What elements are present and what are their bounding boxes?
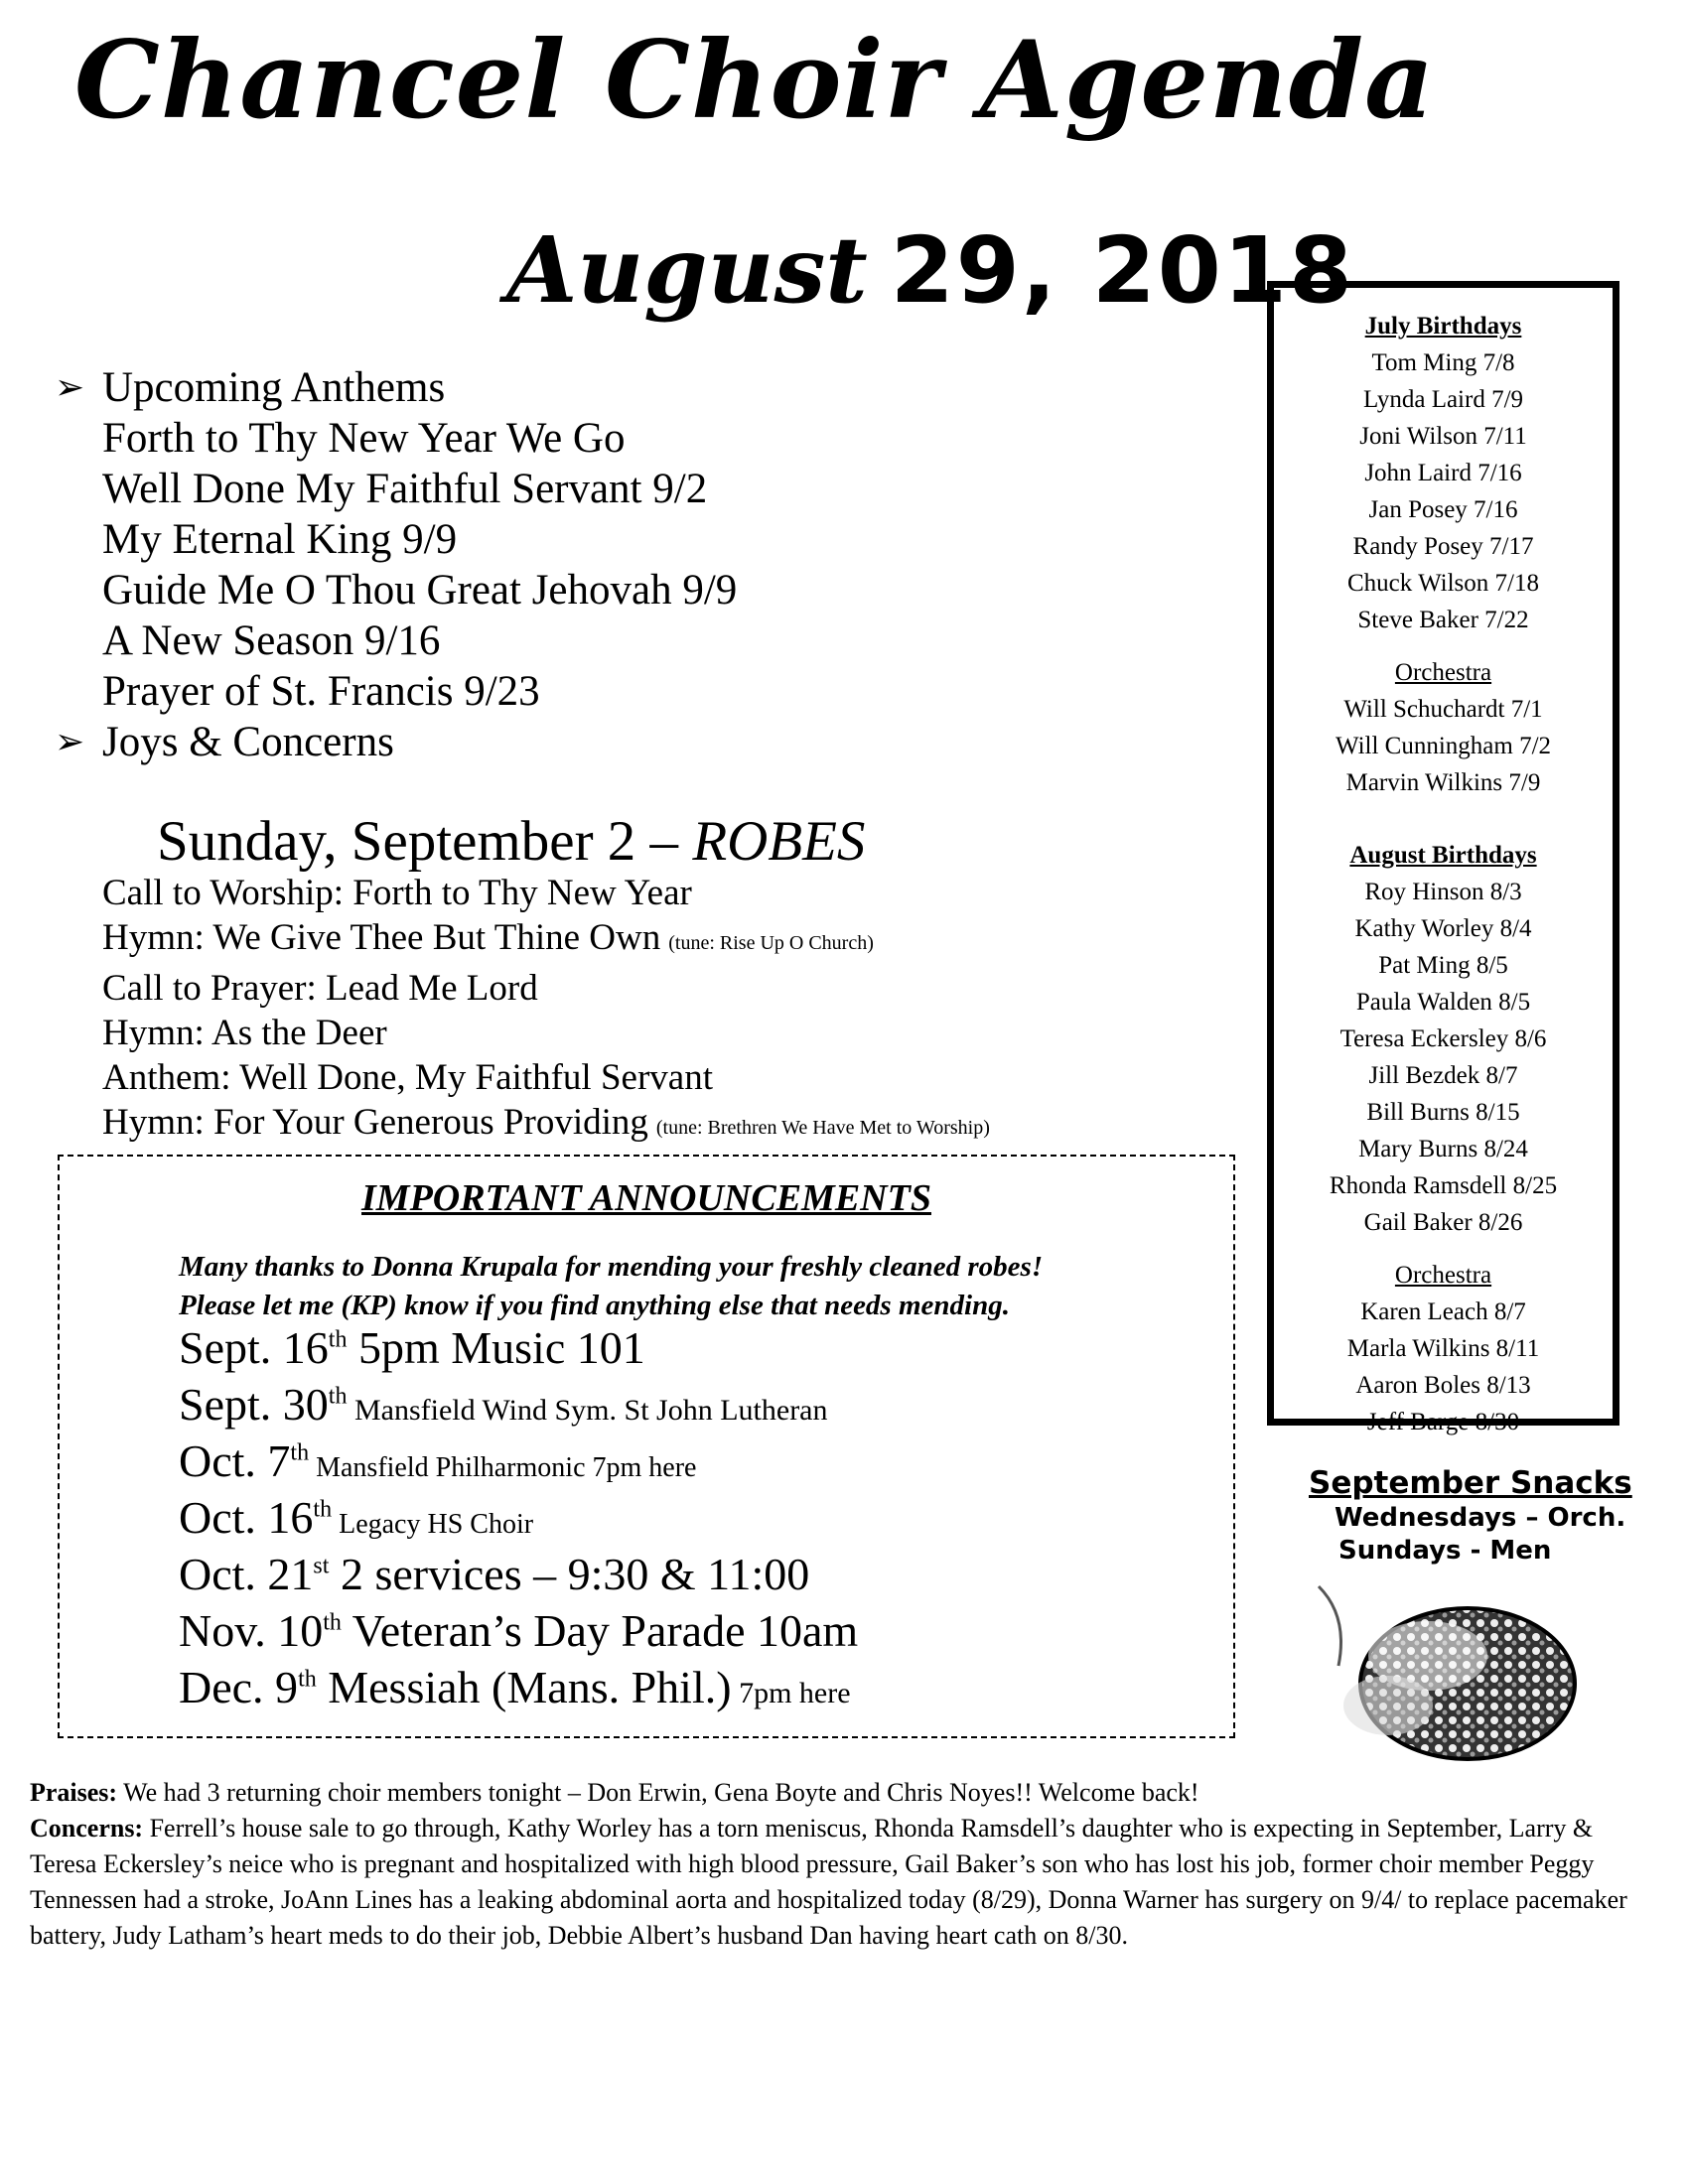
- snacks-section: [1309, 1465, 1632, 1566]
- birthday-entry: Lynda Laird 7/9: [1362, 386, 1524, 413]
- arrow-bullet-icon: ➢: [55, 722, 85, 762]
- anthem-item: Forth to Thy New Year We Go: [102, 415, 626, 462]
- event-detail: Messiah (Mans. Phil.): [316, 1662, 732, 1712]
- thanks-line: Please let me (KP) know if you find anything else that needs mending.: [179, 1290, 1010, 1321]
- sunday-heading-text: Sunday, September 2 –: [157, 810, 679, 873]
- snack-bowl-image: [1309, 1576, 1587, 1765]
- concerns-text: Ferrell’s house sale to go through, Kathy Worley has a torn meniscus, Rhonda Ramsdell’s daughter who is expecting in September, Larry & Teresa Eckersley’s neice who is pregnant and hospitalized with high blood pressure, Gail Baker’s son who has lost his job, former choir member Peggy Tennessen had a stroke, JoAnn Lines has a leaking abdominal aorta and hospitalized today (8/29), Donna Warner has surgery on 9/4/ to replace pacemaker battery, Judy Latham’s heart meds to do their job, Debbie Albert’s husband Dan having heart cath on 8/30.: [30, 1814, 1627, 1950]
- sunday-heading: [157, 809, 865, 874]
- praises-text: We had 3 returning choir members tonight – Don Erwin, Gena Boyte and Chris Noyes!! Welcome back!: [117, 1778, 1199, 1807]
- event-item: [179, 1661, 858, 1717]
- snacks-line: Sundays - Men: [1338, 1536, 1552, 1566]
- event-item: [179, 1321, 858, 1378]
- event-date-suffix: th: [290, 1439, 310, 1466]
- august-orchestra-heading: Orchestra: [1394, 1262, 1492, 1289]
- birthdays-box: [1267, 281, 1619, 1435]
- event-detail: 5pm Music 101: [347, 1322, 645, 1373]
- spacer: [1274, 638, 1613, 654]
- event-date: Nov. 10: [179, 1605, 324, 1656]
- event-item: [179, 1604, 858, 1661]
- birthday-entry: Pat Ming 8/5: [1378, 952, 1508, 979]
- event-item: [179, 1491, 858, 1548]
- event-date-suffix: th: [313, 1496, 333, 1523]
- anthem-item: Well Done My Faithful Servant 9/2: [102, 466, 708, 512]
- event-date-suffix: th: [328, 1326, 348, 1353]
- event-item: [179, 1434, 858, 1491]
- event-date: Oct. 7: [179, 1435, 291, 1486]
- event-detail: Veteran’s Day Parade 10am: [341, 1605, 859, 1656]
- event-date: Sept. 16: [179, 1322, 329, 1373]
- snacks-heading: September Snacks: [1309, 1465, 1632, 1501]
- praises-paragraph: [30, 1775, 1638, 1811]
- announcements-thanks: [179, 1248, 1043, 1325]
- service-order: [102, 871, 990, 1151]
- anthem-item: Guide Me O Thou Great Jehovah 9/9: [102, 567, 738, 614]
- service-line-text: Hymn: As the Deer: [102, 1013, 387, 1053]
- event-detail-small: 7pm here: [731, 1677, 851, 1709]
- birthday-entry: Mary Burns 8/24: [1358, 1136, 1528, 1162]
- concerns-label: Concerns:: [30, 1814, 144, 1843]
- events-list: [179, 1321, 858, 1717]
- event-date: Oct. 21: [179, 1549, 314, 1599]
- birthday-entry: Will Schuchardt 7/1: [1343, 696, 1543, 723]
- anthem-item: Prayer of St. Francis 9/23: [102, 668, 540, 715]
- title-text: Chancel Choir Agenda: [73, 18, 1436, 143]
- birthday-entry: Teresa Eckersley 8/6: [1339, 1025, 1547, 1052]
- birthday-entry: Karen Leach 8/7: [1360, 1298, 1526, 1325]
- announcements-box: [58, 1155, 1235, 1738]
- date-day: 29, 2018: [890, 217, 1354, 324]
- event-detail-small: Mansfield Philharmonic 7pm here: [309, 1452, 697, 1483]
- birthday-entry: Aaron Boles 8/13: [1355, 1372, 1531, 1399]
- event-date-suffix: st: [313, 1553, 330, 1579]
- july-birthdays-heading: July Birthdays: [1364, 313, 1522, 340]
- august-birthdays-heading: August Birthdays: [1349, 842, 1537, 869]
- praises-concerns: [30, 1775, 1638, 1954]
- date-month: August: [506, 216, 868, 324]
- birthday-entry: Joni Wilson 7/11: [1359, 423, 1527, 450]
- july-orchestra-heading: Orchestra: [1394, 659, 1492, 686]
- anthems-heading: Upcoming Anthems: [102, 364, 446, 411]
- event-detail-small: Legacy HS Choir: [332, 1509, 534, 1540]
- agenda-date: [506, 216, 1354, 324]
- birthday-entry: Gail Baker 8/26: [1363, 1209, 1523, 1236]
- joys-heading: Joys & Concerns: [102, 719, 394, 765]
- birthday-entry: Chuck Wilson 7/18: [1347, 570, 1539, 597]
- birthday-entry: John Laird 7/16: [1364, 460, 1522, 486]
- birthday-entry: Randy Posey 7/17: [1352, 533, 1534, 560]
- concerns-paragraph: [30, 1811, 1638, 1954]
- event-item: [179, 1378, 858, 1434]
- anthems-section: [55, 362, 737, 767]
- spacer: [1274, 801, 1613, 837]
- service-line-text: Call to Worship: Forth to Thy New Year: [102, 873, 692, 913]
- event-date: Dec. 9: [179, 1662, 299, 1712]
- event-detail-small: Mansfield Wind Sym. St John Lutheran: [347, 1394, 828, 1427]
- arrow-bullet-icon: ➢: [55, 367, 85, 408]
- birthday-entry: Kathy Worley 8/4: [1354, 915, 1532, 942]
- praises-label: Praises:: [30, 1778, 118, 1807]
- birthday-entry: Jan Posey 7/16: [1368, 496, 1518, 523]
- event-detail: 2 services – 9:30 & 11:00: [329, 1549, 810, 1599]
- service-line-text: Hymn: For Your Generous Providing: [102, 1102, 648, 1143]
- birthday-entry: Steve Baker 7/22: [1357, 607, 1529, 633]
- event-item: [179, 1548, 858, 1604]
- service-line-text: Anthem: Well Done, My Faithful Servant: [102, 1057, 713, 1098]
- tune-note: (tune: Brethren We Have Met to Worship): [655, 1117, 990, 1139]
- birthday-entry: Will Cunningham 7/2: [1335, 733, 1552, 759]
- birthday-entry: Bill Burns 8/15: [1366, 1099, 1520, 1126]
- event-date-suffix: th: [298, 1666, 317, 1693]
- service-line: [102, 871, 990, 915]
- service-line: [102, 1100, 990, 1151]
- birthday-entry: Roy Hinson 8/3: [1364, 879, 1522, 905]
- service-line: [102, 1055, 990, 1100]
- service-line: [102, 966, 990, 1011]
- service-line: [102, 1011, 990, 1055]
- service-line-text: Hymn: We Give Thee But Thine Own: [102, 917, 661, 958]
- joys-heading-line: [55, 717, 737, 767]
- anthems-heading-line: [55, 362, 737, 413]
- birthday-entry: Marla Wilkins 8/11: [1346, 1335, 1540, 1362]
- birthday-entry: Marvin Wilkins 7/9: [1345, 769, 1541, 796]
- event-date: Sept. 30: [179, 1379, 329, 1430]
- birthday-entry: Paula Walden 8/5: [1355, 989, 1531, 1016]
- service-line: [102, 915, 990, 966]
- birthday-entry: Jeff Barge 8/30: [1366, 1409, 1520, 1435]
- thanks-line: Many thanks to Donna Krupala for mending your freshly cleaned robes!: [179, 1251, 1044, 1283]
- agenda-title: [0, 18, 1688, 143]
- birthday-entry: Tom Ming 7/8: [1371, 349, 1515, 376]
- snacks-line: Wednesdays – Orch.: [1335, 1503, 1626, 1533]
- anthem-item: My Eternal King 9/9: [102, 516, 458, 563]
- birthday-entry: Rhonda Ramsdell 8/25: [1329, 1172, 1558, 1199]
- announcements-title: IMPORTANT ANNOUNCEMENTS: [361, 1177, 931, 1219]
- event-date-suffix: th: [328, 1383, 348, 1410]
- event-date-suffix: th: [323, 1609, 342, 1636]
- service-line-text: Call to Prayer: Lead Me Lord: [102, 968, 538, 1009]
- anthem-item: A New Season 9/16: [102, 617, 441, 664]
- spacer: [1274, 1241, 1613, 1257]
- event-date: Oct. 16: [179, 1492, 314, 1543]
- sunday-heading-emphasis: ROBES: [692, 810, 866, 873]
- tune-note: (tune: Rise Up O Church): [668, 932, 874, 954]
- birthday-entry: Jill Bezdek 8/7: [1368, 1062, 1518, 1089]
